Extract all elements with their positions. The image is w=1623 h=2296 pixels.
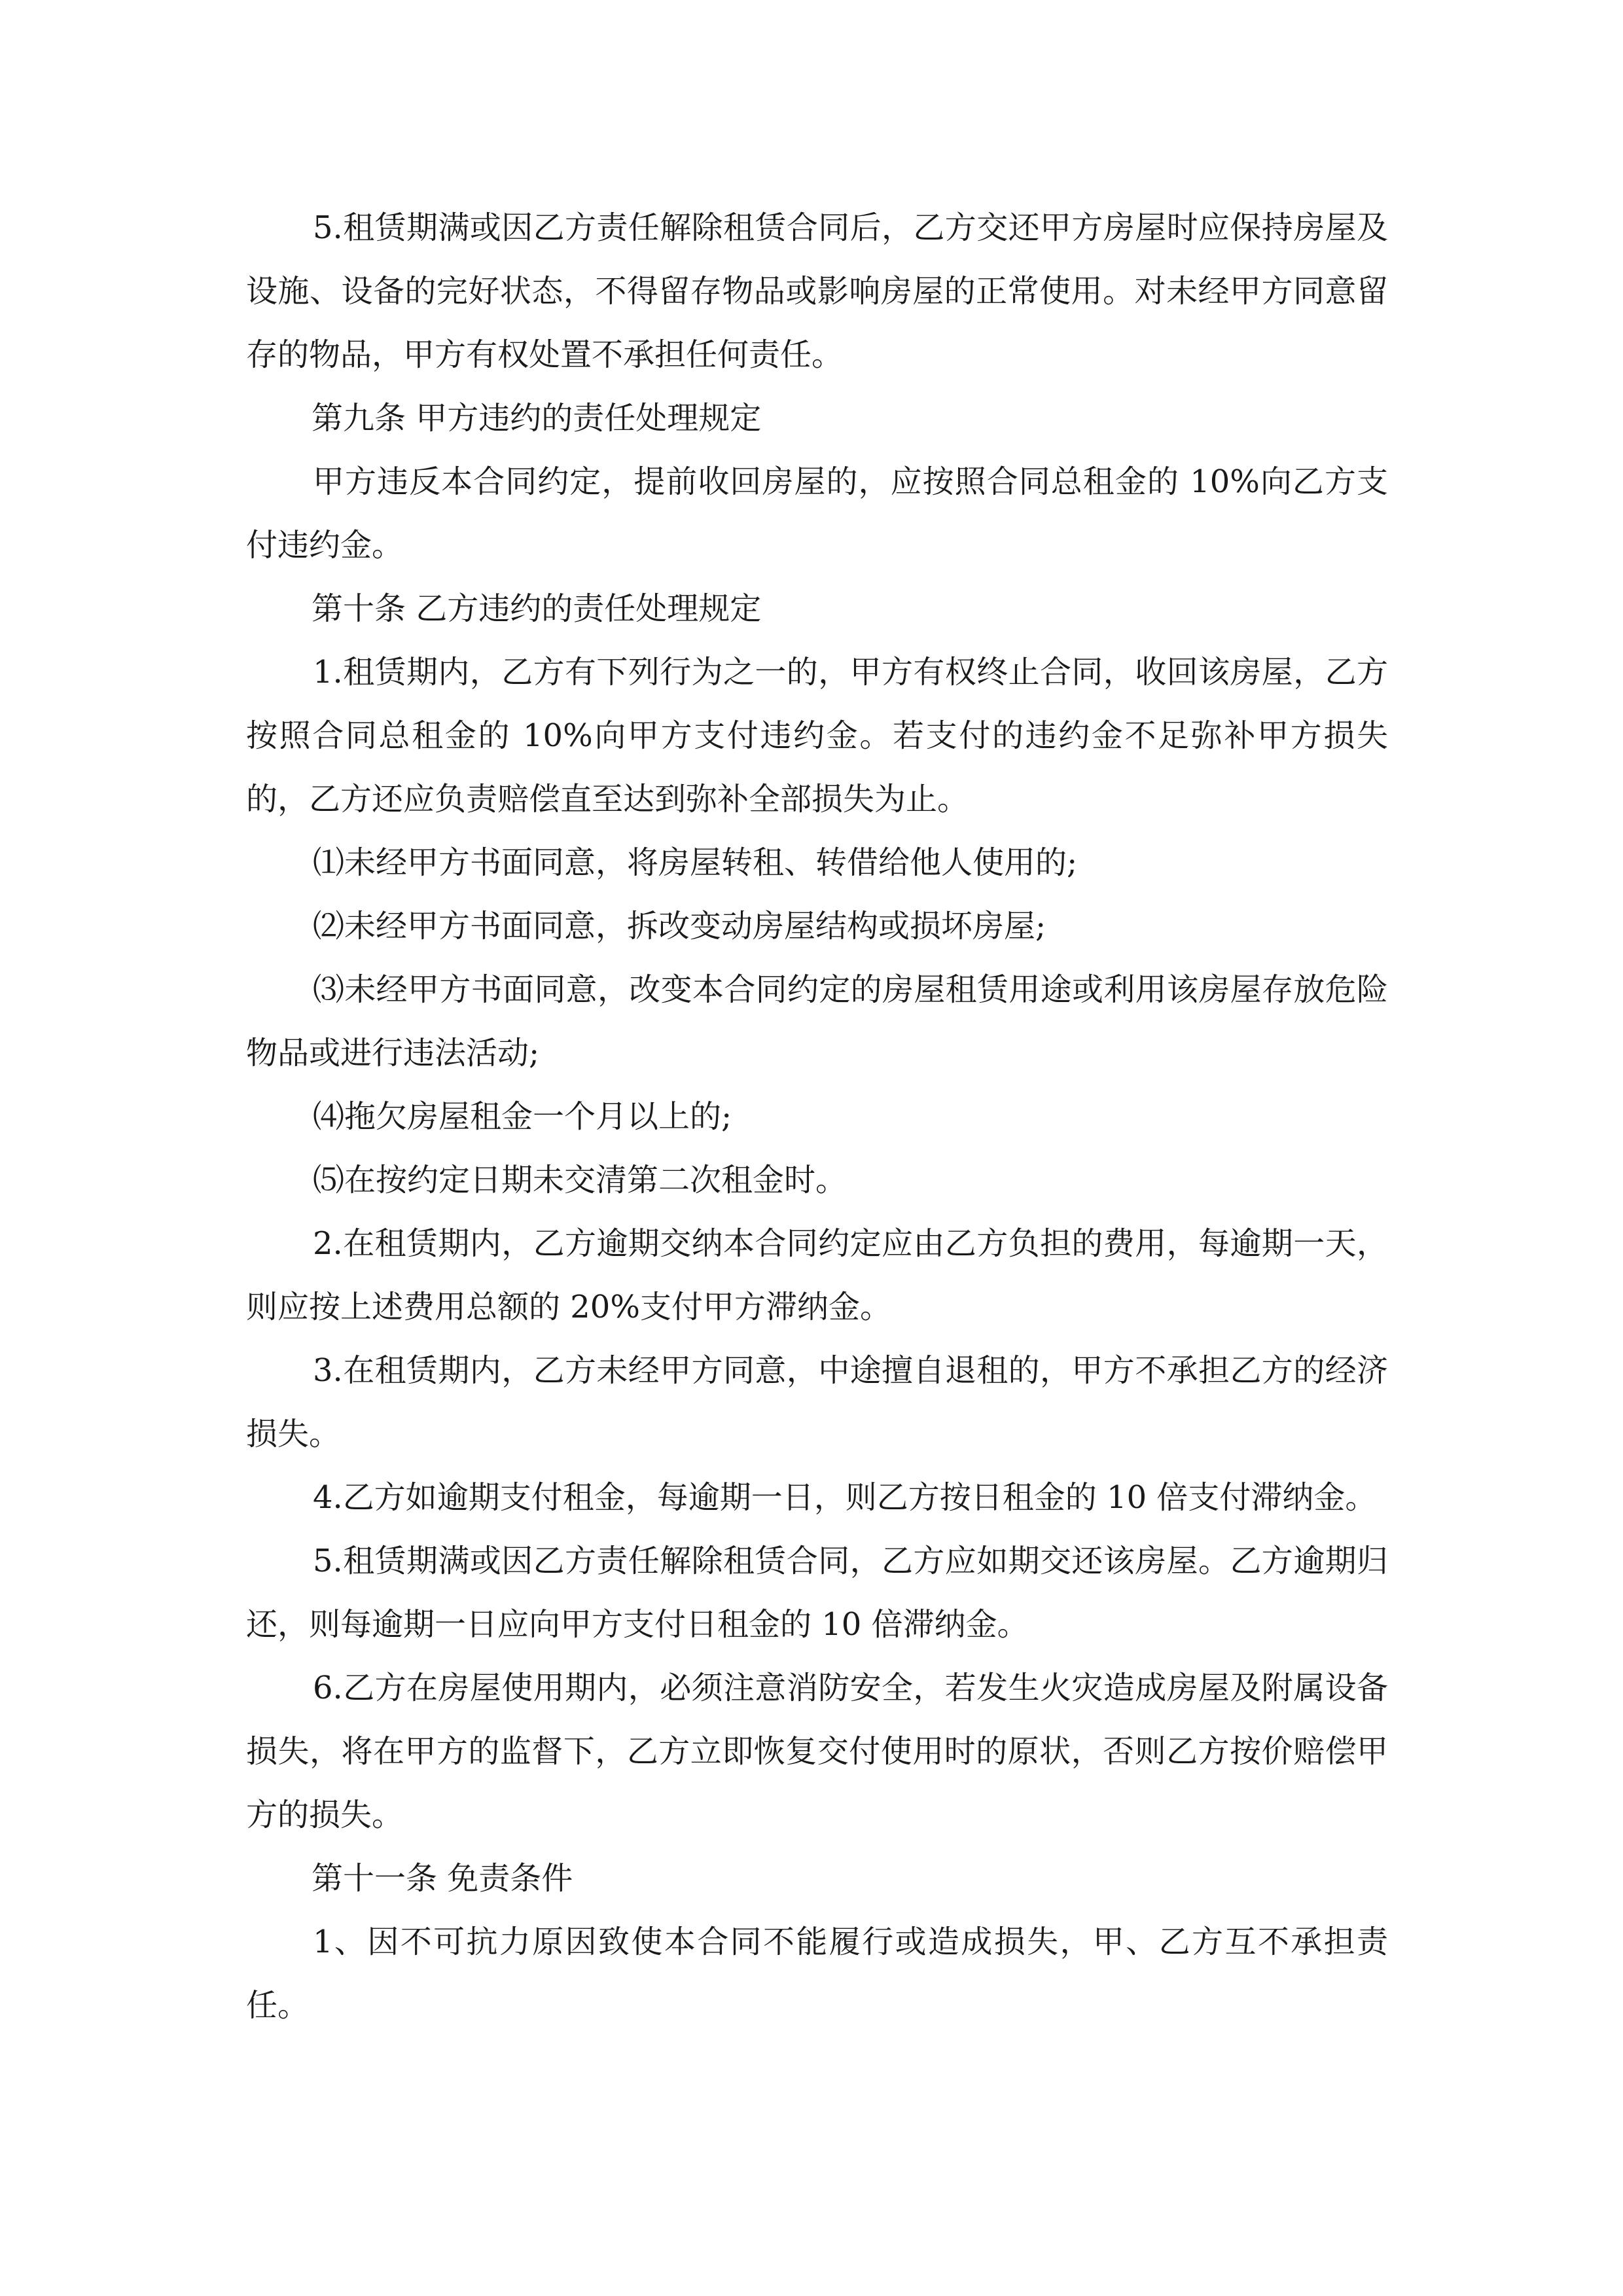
document-page: [246, 196, 1388, 2037]
article-10-heading: 第十条 乙方违约的责任处理规定: [312, 590, 762, 627]
article-9-heading: 第九条 甲方违约的责任处理规定: [312, 400, 762, 437]
article-10-item-4: 4.乙方如逾期支付租金，每逾期一日，则乙方按日租金的 10 倍支付滞纳金。: [313, 1479, 1377, 1516]
article-10-item-1-sub-1: ⑴未经甲方书面同意，将房屋转租、转借给他人使用的;: [313, 844, 1078, 881]
article-9-body: 甲方违反本合同约定，提前收回房屋的，应按照合同总租金的 10%向乙方支付违约金。: [246, 463, 1388, 564]
article-10-item-3: 3.在租赁期内，乙方未经甲方同意，中途擅自退租的，甲方不承担乙方的经济损失。: [246, 1352, 1388, 1452]
article-10-item-1: 1.租赁期内，乙方有下列行为之一的，甲方有权终止合同，收回该房屋，乙方按照合同总租金的 10%向甲方支付违约金。若支付的违约金不足弥补甲方损失的，乙方还应负责赔偿直至达到弥补全部损失为止。: [246, 654, 1388, 817]
article-11-item-1: 1、因不可抗力原因致使本合同不能履行或造成损失，甲、乙方互不承担责任。: [246, 1924, 1388, 2024]
article-10-item-1-sub-2: ⑵未经甲方书面同意，拆改变动房屋结构或损坏房屋;: [313, 908, 1046, 944]
article-10-item-1-sub-5: ⑸在按约定日期未交清第二次租金时。: [313, 1162, 847, 1198]
article-10-item-2: 2.在租赁期内，乙方逾期交纳本合同约定应由乙方负担的费用，每逾期一天，则应按上述费用总额的 20%支付甲方滞纳金。: [246, 1225, 1388, 1325]
article-10-item-1-sub-3: ⑶未经甲方书面同意，改变本合同约定的房屋租赁用途或利用该房屋存放危险物品或进行违法活动;: [246, 971, 1388, 1071]
article-10-item-6: 6.乙方在房屋使用期内，必须注意消防安全，若发生火灾造成房屋及附属设备损失，将在甲方的监督下，乙方立即恢复交付使用时的原状，否则乙方按价赔偿甲方的损失。: [246, 1670, 1388, 1833]
clause-8-item-5: 5.租赁期满或因乙方责任解除租赁合同后，乙方交还甲方房屋时应保持房屋及设施、设备的完好状态，不得留存物品或影响房屋的正常使用。对未经甲方同意留存的物品，甲方有权处置不承担任何责任。: [246, 209, 1388, 373]
article-11-heading: 第十一条 免责条件: [312, 1860, 573, 1897]
article-10-item-5: 5.租赁期满或因乙方责任解除租赁合同，乙方应如期交还该房屋。乙方逾期归还，则每逾期一日应向甲方支付日租金的 10 倍滞纳金。: [246, 1543, 1388, 1643]
article-10-item-1-sub-4: ⑷拖欠房屋租金一个月以上的;: [313, 1098, 732, 1135]
